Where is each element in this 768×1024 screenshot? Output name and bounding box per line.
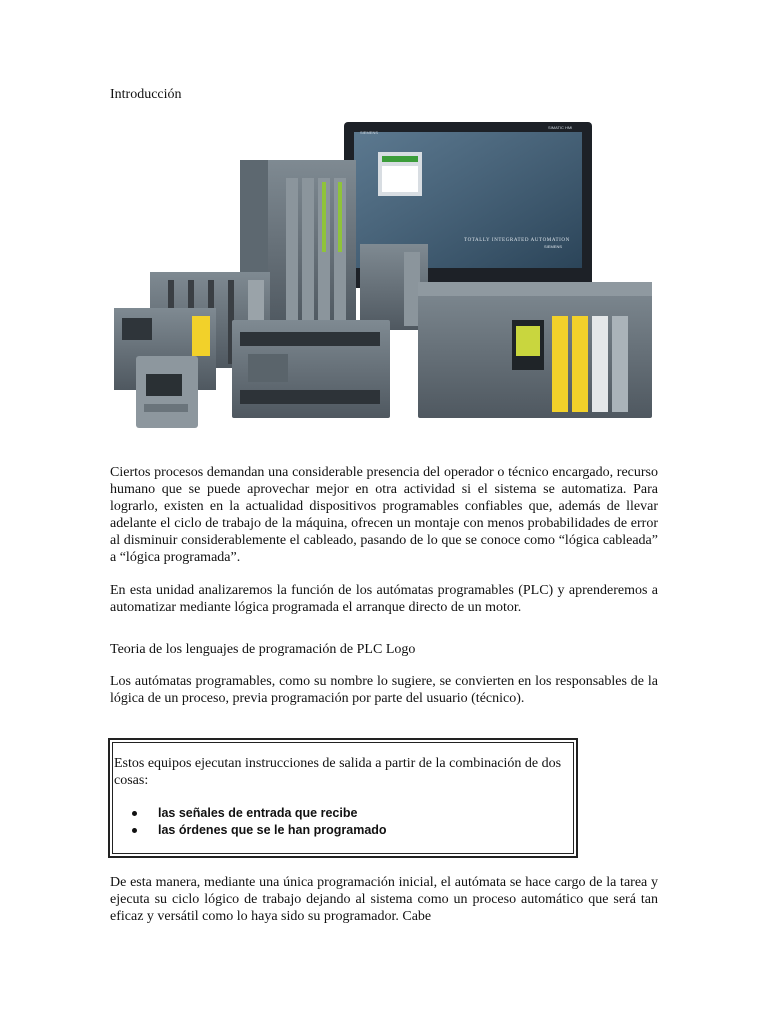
- bullet-icon: [132, 828, 137, 833]
- bullet-text: las señales de entrada que recibe: [158, 806, 358, 820]
- callout-text: Estos equipos ejecutan instrucciones de salida a partir de la combinación de dos cosas:: [114, 756, 562, 788]
- s7-1500-module: [418, 282, 652, 418]
- paragraph-4: De esta manera, mediante una única programación inicial, el autómata se hace cargo de la tarea y ejecuta su ciclo lógico de trabajo dejando al sistema como un proceso automático que será tan eficaz y versátil como lo haya sido su programador. Cabe: [110, 875, 658, 924]
- callout-box: [108, 738, 578, 858]
- section-heading: Teoria de los lenguajes de programación de PLC Logo: [110, 642, 416, 657]
- paragraph-2: En esta unidad analizaremos la función de los autómatas programables (PLC) y aprenderemos a automatizar mediante lógica programada el arranque directo de un motor.: [110, 583, 658, 615]
- bullet-icon: [132, 811, 137, 816]
- list-item: [132, 805, 387, 822]
- hmi-banner-text: TOTALLY INTEGRATED AUTOMATION: [464, 238, 570, 243]
- list-item: [132, 822, 387, 839]
- plc-product-photo: [108, 120, 658, 432]
- hmi-brand-text: SIEMENS: [360, 130, 379, 135]
- callout-bullet-list: [132, 805, 387, 839]
- signal-module: [360, 244, 428, 330]
- intro-heading: Introducción: [110, 87, 182, 102]
- s7-1200-module: [232, 320, 390, 418]
- paragraph-1: Ciertos procesos demandan una considerable presencia del operador o técnico encargado, recurso humano que se puede aprovechar mejor en otra actividad si el sistema se automatiza. Para lograrlo, existen en la actualidad dispositivos programables confiables que, además de llevar adelante el ciclo de trabajo de la máquina, ofrecen un montaje con menos probabilidades de error al disminuir considerablemente el cableado, pasando de lo que se conoce como “lógica cableada” a “lógica programada”.: [110, 465, 658, 565]
- hmi-model-text: SIMATIC HMI: [548, 125, 573, 130]
- hmi-logo-text: SIEMENS: [544, 244, 563, 249]
- bullet-text: las órdenes que se le han programado: [158, 823, 387, 837]
- logo-module: [136, 356, 198, 428]
- paragraph-3: Los autómatas programables, como su nombre lo sugiere, se convierten en los responsables de la lógica de un proceso, previa programación por parte del usuario (técnico).: [110, 674, 658, 706]
